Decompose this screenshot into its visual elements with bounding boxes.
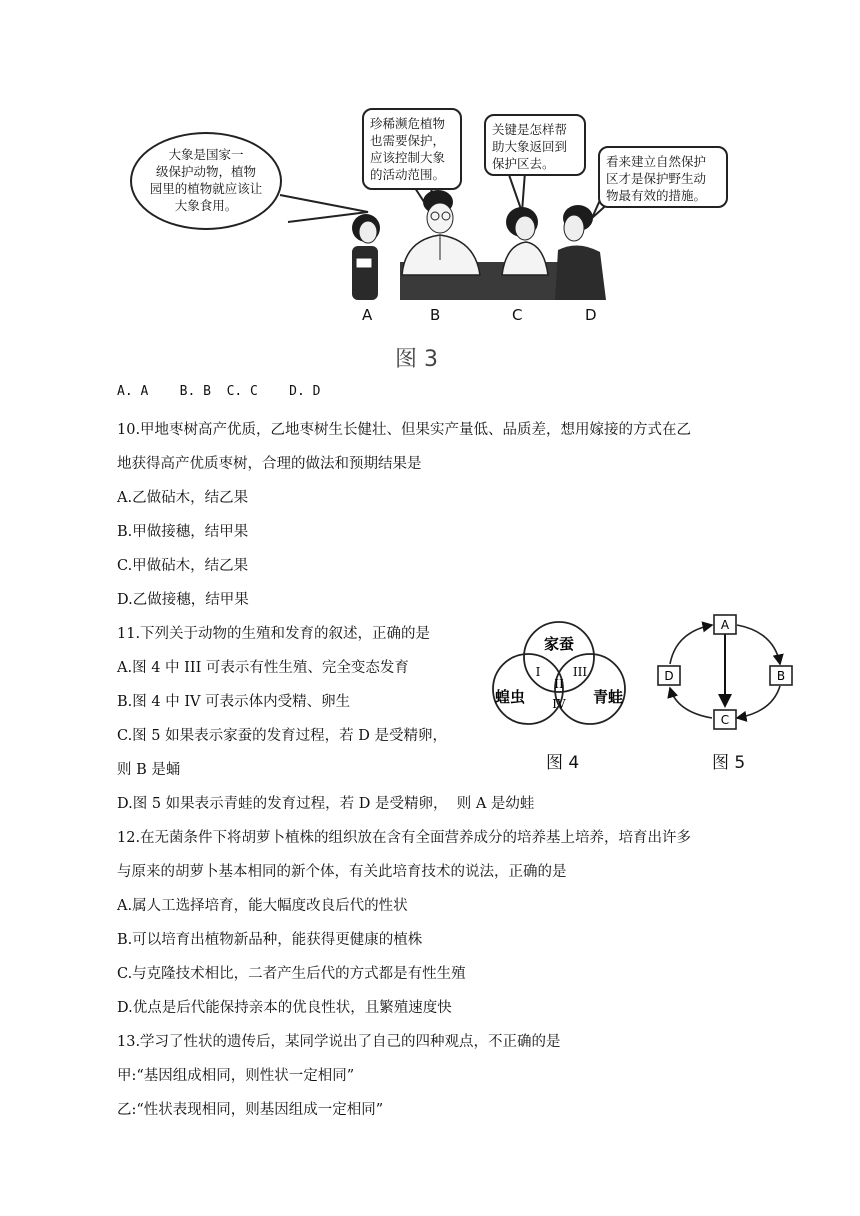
bubble-b xyxy=(362,108,462,190)
q12-stem-line-2: 与原来的胡萝卜基本相同的新个体，有关此培育技术的说法，正确的是 xyxy=(117,864,567,880)
venn-label-left: 蝗虫 xyxy=(494,688,526,706)
q13-view-jia: 甲:“基因组成相同，则性状一定相同” xyxy=(117,1068,355,1084)
bubble-a-line-2: 级保护动物，植物 xyxy=(155,164,256,179)
bubble-c-line-2: 助大象返回到 xyxy=(492,139,568,154)
bubble-a-line-4: 大象食用。 xyxy=(174,198,238,213)
arrow-d-to-a xyxy=(670,625,712,664)
q10-option-c: C.甲做砧木，结乙果 xyxy=(117,558,249,574)
bubble-b-line-1: 珍稀濒危植物 xyxy=(370,116,446,131)
bubble-c-line-1: 关键是怎样帮 xyxy=(492,122,568,137)
bubble-c xyxy=(484,114,586,176)
q11-option-a: A.图 4 中 III 可表示有性生殖、完全变态发育 xyxy=(117,660,409,676)
bubble-c-line-3: 保护区去。 xyxy=(492,156,555,171)
q12-option-d: D.优点是后代能保持亲本的优良性状，且繁殖速度快 xyxy=(117,1000,452,1016)
node-a-label: A xyxy=(720,618,730,632)
bubble-d-line-1: 看来建立自然保护 xyxy=(606,154,707,169)
bubble-a-line-1: 大象是国家一 xyxy=(168,147,244,162)
node-d-label: D xyxy=(664,669,674,683)
arrow-a-to-b xyxy=(737,625,780,664)
person-label-c: C xyxy=(512,306,523,324)
person-a-figure xyxy=(352,214,380,300)
bubble-a-tail xyxy=(280,195,368,222)
venn-label-top: 家蚕 xyxy=(543,635,575,653)
q10-stem-line-2: 地获得高产优质枣树，合理的做法和预期结果是 xyxy=(117,456,422,472)
person-label-b: B xyxy=(430,306,441,324)
venn-label-right: 青蛙 xyxy=(592,688,624,706)
bubble-b-line-4: 的活动范围。 xyxy=(370,167,446,182)
q12-option-b: B.可以培育出植物新品种，能获得更健康的植株 xyxy=(117,932,423,948)
venn-region-4: IV xyxy=(552,697,566,711)
q11-option-b: B.图 4 中 IV 可表示体内受精、卵生 xyxy=(117,694,351,710)
bubble-b-line-2: 也需要保护， xyxy=(370,133,446,148)
figure-3-caption: 图 3 xyxy=(395,347,438,372)
q12-option-c: C.与克隆技术相比，二者产生后代的方式都是有性生殖 xyxy=(117,966,466,982)
q10-stem-line-1: 10.甲地枣树高产优质，乙地枣树生长健壮、但果实产量低、品质差，想用嫁接的方式在乙 xyxy=(117,422,692,438)
bubble-c-tail xyxy=(508,172,525,212)
node-b-label: B xyxy=(776,669,786,683)
figure-4-venn xyxy=(484,620,634,726)
figure-4-caption: 图 4 xyxy=(546,753,580,773)
q11-option-d: D.图 5 如果表示青蛙的发育过程，若 D 是受精卵， 则 A 是幼蛙 xyxy=(117,796,535,812)
bubble-d xyxy=(598,146,728,208)
q11-option-c-line-1: C.图 5 如果表示家蚕的发育过程，若 D 是受精卵， xyxy=(117,728,447,744)
bubble-d-line-3: 物最有效的措施。 xyxy=(606,188,707,203)
q11-stem: 11.下列关于动物的生殖和发育的叙述，正确的是 xyxy=(117,626,431,642)
node-c-label: C xyxy=(720,713,730,727)
q11-option-c-line-2: 则 B 是蛹 xyxy=(117,762,181,778)
person-d-figure xyxy=(555,205,606,300)
q10-option-b: B.甲做接穗，结甲果 xyxy=(117,524,249,540)
venn-region-1: I xyxy=(535,665,541,679)
figure-5-caption: 图 5 xyxy=(712,753,746,773)
arrow-c-to-d xyxy=(670,688,712,718)
venn-region-3: III xyxy=(572,665,588,679)
q13-stem: 13.学习了性状的遗传后，某同学说出了自己的四种观点，不正确的是 xyxy=(117,1034,561,1050)
q10-option-a: A.乙做砧木，结乙果 xyxy=(117,490,249,506)
venn-region-2: II xyxy=(554,677,564,691)
person-label-a: A xyxy=(362,306,373,324)
bubble-b-line-3: 应该控制大象 xyxy=(370,150,446,165)
q10-option-d: D.乙做接穗，结甲果 xyxy=(117,592,249,608)
bubble-a-line-3: 园里的植物就应该让 xyxy=(149,181,263,196)
bubble-a xyxy=(130,132,282,230)
q13-view-yi: 乙:“性状表现相同，则基因组成一定相同” xyxy=(117,1102,384,1118)
q12-option-a: A.属人工选择培育，能大幅度改良后代的性状 xyxy=(117,898,408,914)
figure-5-cycle xyxy=(644,612,814,736)
q12-stem-line-1: 12.在无菌条件下将胡萝卜植株的组织放在含有全面营养成分的培养基上培养，培育出许多 xyxy=(117,830,692,846)
bubble-d-line-2: 区才是保护野生动 xyxy=(606,171,707,186)
person-c-figure xyxy=(502,207,548,275)
person-label-d: D xyxy=(585,306,597,324)
arrow-b-to-c xyxy=(737,686,780,718)
person-b-figure xyxy=(402,190,480,275)
q9-options: A. A B. B C. C D. D xyxy=(117,384,321,399)
